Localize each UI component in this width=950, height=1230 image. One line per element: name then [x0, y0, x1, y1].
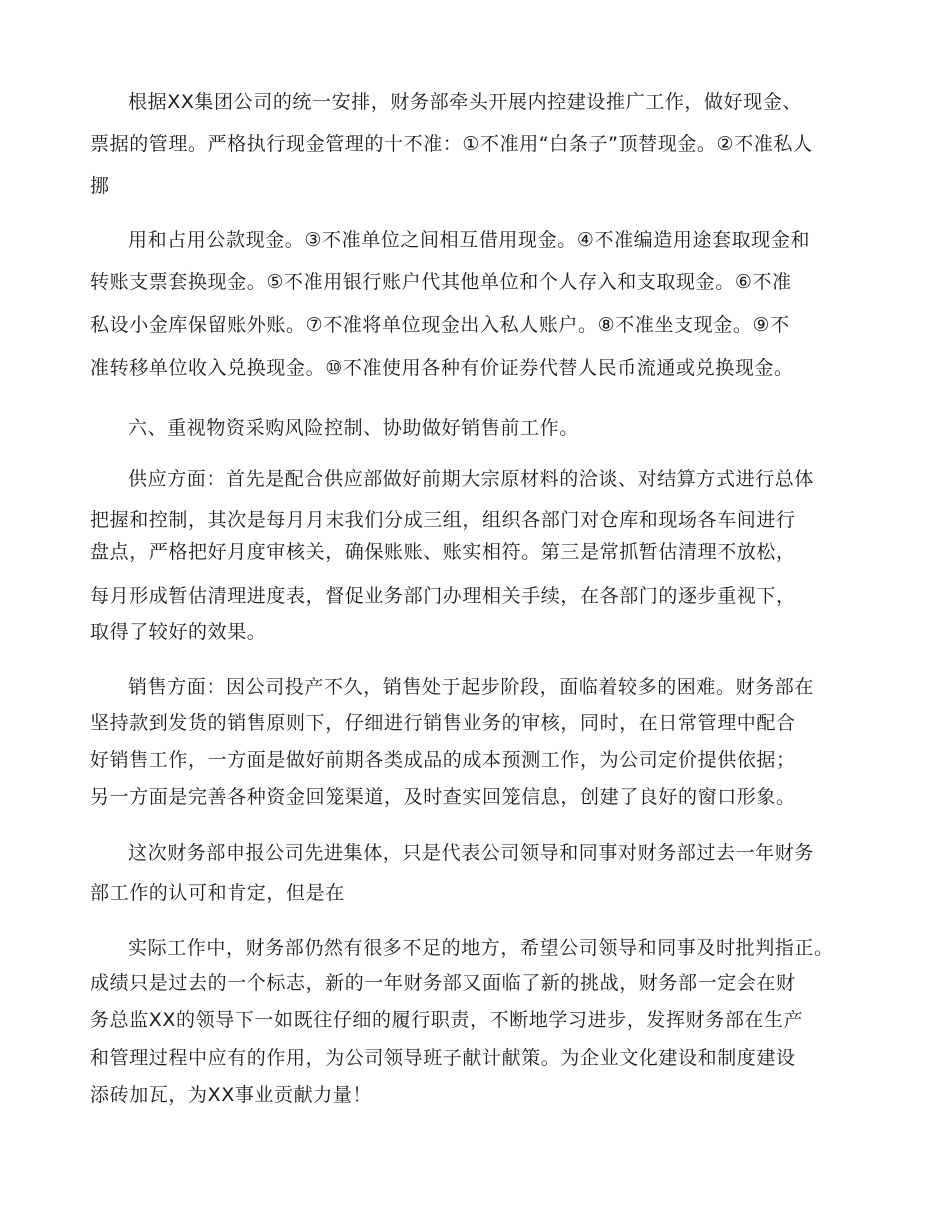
supply-paragraph-line-2: 把握和控制，其次是每月月末我们分成三组，组织各部门对仓库和现场各车间进行	[90, 509, 796, 531]
paragraph-2-line-4: 准转移单位收入兑换现金。⑩不准使用各种有价证券代替人民币流通或兑换现金。	[90, 357, 794, 379]
paragraph-1-line-2: 票据的管理。严格执行现金管理的十不准：①不准用“白条子”顶替现金。②不准私人	[90, 133, 813, 155]
paragraph-2-line-1: 用和占用公款现金。③不准单位之间相互借用现金。④不准编造用途套取现金和	[128, 229, 811, 251]
supply-paragraph-line-5: 取得了较好的效果。	[90, 621, 267, 643]
supply-paragraph-line-1: 供应方面：首先是配合供应部做好前期大宗原材料的洽谈、对结算方式进行总体	[128, 468, 815, 490]
closing-paragraph-line-1: 实际工作中，财务部仍然有很多不足的地方，希望公司领导和同事及时批判指正。	[128, 937, 834, 959]
supply-paragraph-line-4: 每月形成暂估清理进度表，督促业务部门办理相关手续，在各部门的逐步重视下，	[90, 585, 796, 607]
closing-paragraph-line-3: 务总监XX的领导下一如既往仔细的履行职责，不断地学习进步，发挥财务部在生产	[90, 1009, 804, 1031]
closing-paragraph-line-4: 和管理过程中应有的作用，为公司领导班子献计献策。为企业文化建设和制度建设	[90, 1047, 796, 1069]
paragraph-2-line-2: 转账支票套换现金。⑤不准用银行账户代其他单位和个人存入和支取现金。⑥不准	[90, 271, 792, 293]
award-paragraph-line-2: 部工作的认可和肯定，但是在	[90, 882, 345, 904]
sales-paragraph-line-3: 好销售工作，一方面是做好前期各类成品的成本预测工作，为公司定价提供依据；	[90, 749, 796, 771]
paragraph-1-line-3: 挪	[90, 175, 110, 197]
supply-paragraph-line-3: 盘点，严格把好月度审核关，确保账账、账实相符。第三是常抓暂估清理不放松，	[90, 541, 796, 563]
award-paragraph-line-1: 这次财务部申报公司先进集体，只是代表公司领导和同事对财务部过去一年财务	[128, 842, 815, 864]
paragraph-1-line-1: 根据XX集团公司的统一安排，财务部牵头开展内控建设推广工作，做好现金、	[128, 91, 803, 113]
sales-paragraph-line-1: 销售方面：因公司投产不久，销售处于起步阶段，面临着较多的困难。财务部在	[128, 676, 815, 698]
paragraph-2-line-3: 私设小金库保留账外账。⑦不准将单位现金出入私人账户。⑧不准坐支现金。⑨不	[90, 314, 790, 336]
sales-paragraph-line-4: 另一方面是完善各种资金回笼渠道，及时查实回笼信息，创建了良好的窗口形象。	[90, 786, 796, 808]
closing-paragraph-line-2: 成绩只是过去的一个标志，新的一年财务部又面临了新的挑战，财务部一定会在财	[90, 972, 796, 994]
section-heading: 六、重视物资采购风险控制、协助做好销售前工作。	[128, 417, 579, 439]
closing-paragraph-line-5: 添砖加瓦，为XX事业贡献力量！	[90, 1084, 373, 1106]
sales-paragraph-line-2: 坚持款到发货的销售原则下，仔细进行销售业务的审核，同时，在日常管理中配合	[90, 712, 796, 734]
